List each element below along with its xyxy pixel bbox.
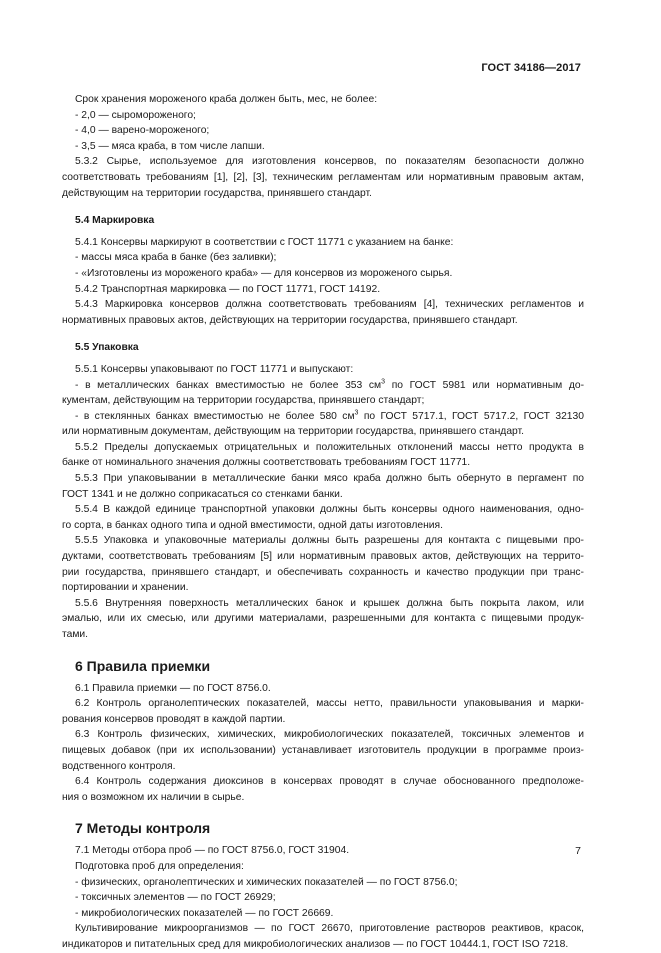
list-text: по ГОСТ 5981 или нормативным до- <box>385 379 584 391</box>
list-text: - в стеклянных банках вместимостью не более 580 см <box>75 410 355 422</box>
paragraph-line: 6.3 Контроль физических, химических, микробиологических показателей, токсичных элементов и <box>75 729 584 741</box>
paragraph-line: рования консервов проводят в каждой партии. <box>62 713 286 725</box>
paragraph-line: кументам, действующим на территории государства, принявшего стандарт; <box>62 395 425 407</box>
list-item-line <box>62 378 584 394</box>
paragraph: 5.4.2 Транспортная маркировка — по ГОСТ 11771, ГОСТ 14192. <box>75 283 381 295</box>
paragraph-line: соответствовать требованиям [1], [2], [3], техническим регламентам или нормативным правовым актам, <box>62 171 584 183</box>
paragraph-line: го сорта, в банках одного типа и одной вместимости, одной даты изготовления. <box>62 519 443 531</box>
list-item: - 3,5 — мяса краба, в том числе лапши. <box>75 140 265 152</box>
paragraph-line: индикаторов и питательных сред для микробиологических анализов — по ГОСТ 10444.1, ГОСТ ISO 7218. <box>62 938 569 950</box>
paragraph: 6.1 Правила приемки — по ГОСТ 8756.0. <box>75 682 271 694</box>
section-heading-6: 6 Правила приемки <box>75 657 211 674</box>
paragraph-line: рии государства, принявшего стандарт, и обеспечивать сохранность и качество продукции при транс- <box>62 566 584 578</box>
paragraph-line: портировании и хранении. <box>62 582 189 594</box>
list-text: - в металлических банках вместимостью не более 353 см <box>75 379 382 391</box>
paragraph-line: ния о возможном их наличии в сырье. <box>62 791 245 803</box>
superscript: 3 <box>381 378 386 386</box>
paragraph-line: 5.5.5 Упаковка и упаковочные материалы должны быть разрешены для контакта с пищевыми про- <box>75 535 584 547</box>
paragraph-line: 5.4.3 Маркировка консервов должна соответствовать требованиям [4], технических регламентов и <box>75 299 584 311</box>
section-heading-5-5: 5.5 Упаковка <box>75 342 139 354</box>
paragraph-line: дуктами, соответствовать требованиям [5] или нормативным правовых актов, действующих на террито- <box>62 551 584 563</box>
paragraph-line: тами. <box>62 629 89 640</box>
list-item: - массы мяса краба в банке (без заливки); <box>75 252 277 264</box>
paragraph: 5.4.1 Консервы маркируют в соответствии с ГОСТ 11771 с указанием на банке: <box>75 236 454 248</box>
paragraph-line: 6.4 Контроль содержания диоксинов в консервах проводят в случае обоснованного предположе- <box>75 776 584 788</box>
list-item: - физических, органолептических и химических показателей — по ГОСТ 8756.0; <box>75 876 458 888</box>
page-content <box>62 92 584 953</box>
paragraph: 5.5.1 Консервы упаковывают по ГОСТ 11771 и выпускают: <box>75 363 354 375</box>
paragraph-line: банке от номинального значения должны соответствовать требованиям ГОСТ 11771. <box>62 457 471 469</box>
section-heading-5-4: 5.4 Маркировка <box>75 215 155 227</box>
paragraph-line: водственного контроля. <box>62 760 176 772</box>
page-number: 7 <box>575 845 581 857</box>
list-item: - токсичных элементов — по ГОСТ 26929; <box>75 892 276 904</box>
superscript: 3 <box>354 409 359 417</box>
paragraph-line: эмалью, или их смесью, или другими материалами, разрешенными для контакта с пищевыми продук- <box>62 613 584 625</box>
paragraph: Подготовка проб для определения: <box>75 860 244 872</box>
paragraph-line: 5.3.2 Сырье, используемое для изготовления консервов, по показателям безопасности должно <box>75 156 584 168</box>
paragraph-line: 5.5.4 В каждой единице транспортной упаковки должны быть консервы одного наименования, одно- <box>75 504 584 516</box>
paragraph-line: 5.5.6 Внутренняя поверхность металлических банок и крышек должна быть покрыта лаком, или <box>75 597 584 609</box>
list-item: - 4,0 — варено-мороженого; <box>75 125 210 137</box>
paragraph-line: действующим на территории государства, принявшего стандарт. <box>62 187 372 199</box>
list-item: - микробиологических показателей — по ГОСТ 26669. <box>75 907 334 919</box>
paragraph: 7.1 Методы отбора проб — по ГОСТ 8756.0, ГОСТ 31904. <box>75 845 350 857</box>
list-item: - 2,0 — сыромороженого; <box>75 109 196 121</box>
paragraph-line: ГОСТ 1341 и не должно соприкасаться со стенками банки. <box>62 488 343 500</box>
document-id-header: ГОСТ 34186—2017 <box>481 62 581 74</box>
paragraph-line: 5.5.2 Пределы допускаемых отрицательных и положительных отклонений массы нетто продукта в <box>75 441 584 453</box>
paragraph-line: или нормативным документам, действующим на территории государства, принявшего стандарт. <box>62 426 524 438</box>
list-item: - «Изготовлены из мороженого краба» — для консервов из мороженого сырья. <box>75 267 453 279</box>
list-text: по ГОСТ 5717.1, ГОСТ 5717.2, ГОСТ 32130 <box>358 410 584 422</box>
paragraph-line: Культивирование микроорганизмов — по ГОСТ 26670, приготовление растворов реактивов, красок, <box>75 923 584 935</box>
paragraph-line: нормативных правовых актов, действующих на территории государства, принявшего стандарт. <box>62 314 518 326</box>
paragraph-line: 5.5.3 При упаковывании в металлические банки мясо краба должно быть обернуто в пергамент по <box>75 473 584 485</box>
section-heading-7: 7 Методы контроля <box>75 820 211 837</box>
paragraph: Срок хранения мороженого краба должен быть, мес, не более: <box>75 94 378 105</box>
paragraph-line: пищевых добавок (при их использовании) устанавливает изготовитель продукции в программе произ- <box>62 744 584 756</box>
list-item-line <box>62 409 584 425</box>
paragraph-line: 6.2 Контроль органолептических показателей, массы нетто, правильности упаковывания и марки- <box>75 698 584 710</box>
